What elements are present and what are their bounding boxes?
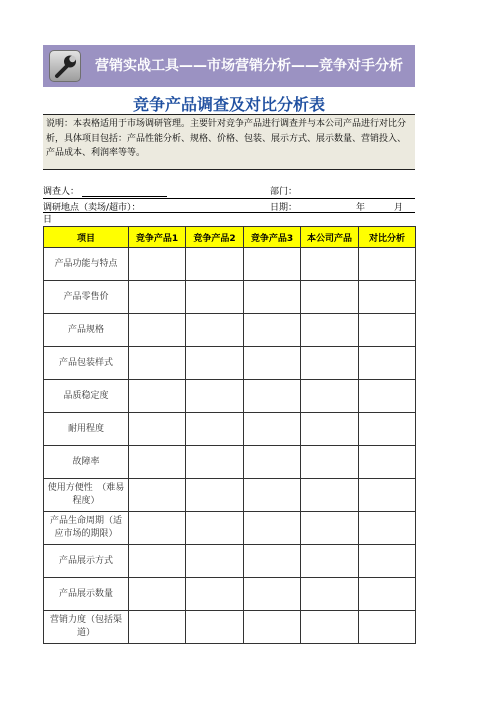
table-cell[interactable] [301, 512, 359, 545]
header-competitor-1: 竞争产品1 [129, 227, 186, 248]
table-cell[interactable] [129, 248, 186, 281]
table-cell[interactable] [186, 446, 244, 479]
header-banner [43, 45, 415, 87]
table-cell[interactable] [301, 479, 359, 512]
row-label: 使用方便性 （难易程度） [44, 479, 129, 512]
table-row [44, 413, 416, 446]
row-label: 产品生命周期（适应市场的期限） [44, 512, 129, 545]
table-cell[interactable] [129, 380, 186, 413]
table-cell[interactable] [301, 578, 359, 611]
header-competitor-3: 竞争产品3 [244, 227, 301, 248]
table-cell[interactable] [244, 314, 301, 347]
table-row [44, 248, 416, 281]
description-box: 说明：本表格适用于市场调研管理。主要针对竞争产品进行调查并与本公司产品进行对比分析，具体项目包括：产品性能分析、规格、价格、包装、展示方式、展示数量、营销投入、产品成本、利润率等等。 [43, 114, 415, 170]
row-label: 产品规格 [44, 314, 129, 347]
table-cell[interactable] [359, 413, 416, 446]
table-cell[interactable] [129, 314, 186, 347]
table-cell[interactable] [244, 413, 301, 446]
table-cell[interactable] [301, 611, 359, 644]
table-cell[interactable] [244, 347, 301, 380]
table-row [44, 314, 416, 347]
table-cell[interactable] [359, 545, 416, 578]
table-row [44, 578, 416, 611]
table-header-row [44, 227, 416, 248]
table-cell[interactable] [301, 248, 359, 281]
table-cell[interactable] [129, 413, 186, 446]
table-cell[interactable] [186, 248, 244, 281]
table-cell[interactable] [129, 347, 186, 380]
investigator-label: 调查人： [43, 187, 80, 197]
table-cell[interactable] [244, 512, 301, 545]
location-label: 调研地点（卖场/超市）： [43, 203, 141, 213]
table-row [44, 479, 416, 512]
table-cell[interactable] [129, 446, 186, 479]
table-row [44, 545, 416, 578]
header-comparison: 对比分析 [359, 227, 416, 248]
table-row [44, 281, 416, 314]
table-row [44, 380, 416, 413]
table-row [44, 611, 416, 644]
table-cell[interactable] [359, 281, 416, 314]
row-label: 产品零售价 [44, 281, 129, 314]
table-cell[interactable] [244, 380, 301, 413]
table-cell[interactable] [359, 314, 416, 347]
row-label: 产品包装样式 [44, 347, 129, 380]
row-label: 耐用程度 [44, 413, 129, 446]
table-cell[interactable] [129, 578, 186, 611]
header-own-product: 本公司产品 [301, 227, 359, 248]
table-cell[interactable] [359, 479, 416, 512]
table-cell[interactable] [301, 314, 359, 347]
row-label: 产品功能与特点 [44, 248, 129, 281]
table-cell[interactable] [301, 347, 359, 380]
table-cell[interactable] [186, 413, 244, 446]
banner-title: 营销实战工具——市场营销分析——竞争对手分析 [95, 58, 403, 74]
table-cell[interactable] [359, 380, 416, 413]
table-cell[interactable] [129, 281, 186, 314]
table-cell[interactable] [129, 512, 186, 545]
table-cell[interactable] [244, 281, 301, 314]
table-cell[interactable] [359, 446, 416, 479]
table-row [44, 347, 416, 380]
table-cell[interactable] [244, 611, 301, 644]
table-cell[interactable] [129, 545, 186, 578]
table-cell[interactable] [359, 611, 416, 644]
divider-line [43, 198, 415, 199]
comparison-table [43, 226, 416, 644]
row-label: 产品展示数量 [44, 578, 129, 611]
year-label: 年 [356, 203, 366, 213]
table-cell[interactable] [186, 281, 244, 314]
table-cell[interactable] [186, 314, 244, 347]
table-cell[interactable] [244, 479, 301, 512]
table-cell[interactable] [359, 248, 416, 281]
table-cell[interactable] [301, 413, 359, 446]
table-cell[interactable] [186, 512, 244, 545]
table-cell[interactable] [129, 611, 186, 644]
table-cell[interactable] [301, 446, 359, 479]
table-cell[interactable] [244, 446, 301, 479]
table-cell[interactable] [244, 578, 301, 611]
table-cell[interactable] [186, 347, 244, 380]
row-label: 品质稳定度 [44, 380, 129, 413]
day-label: 日 [43, 215, 53, 225]
month-label: 月 [394, 203, 404, 213]
table-row [44, 512, 416, 545]
table-cell[interactable] [186, 545, 244, 578]
table-cell[interactable] [301, 380, 359, 413]
department-label: 部门： [270, 187, 298, 197]
investigator-field[interactable] [82, 196, 167, 197]
row-label: 产品展示方式 [44, 545, 129, 578]
table-cell[interactable] [186, 611, 244, 644]
header-competitor-2: 竞争产品2 [186, 227, 244, 248]
divider-line [43, 212, 415, 213]
table-cell[interactable] [359, 512, 416, 545]
row-label: 故障率 [44, 446, 129, 479]
table-cell[interactable] [186, 479, 244, 512]
date-label: 日期： [270, 203, 298, 213]
table-cell[interactable] [186, 380, 244, 413]
wrench-icon [49, 50, 81, 82]
header-item: 项目 [44, 227, 129, 248]
table-cell[interactable] [244, 248, 301, 281]
table-row [44, 446, 416, 479]
table-cell[interactable] [244, 545, 301, 578]
document-title: 竞争产品调查及对比分析表 [132, 95, 325, 114]
row-label: 营销力度（包括渠道） [44, 611, 129, 644]
table-cell[interactable] [359, 347, 416, 380]
table-cell[interactable] [301, 281, 359, 314]
table-cell[interactable] [359, 578, 416, 611]
table-cell[interactable] [186, 578, 244, 611]
table-cell[interactable] [129, 479, 186, 512]
table-cell[interactable] [301, 545, 359, 578]
